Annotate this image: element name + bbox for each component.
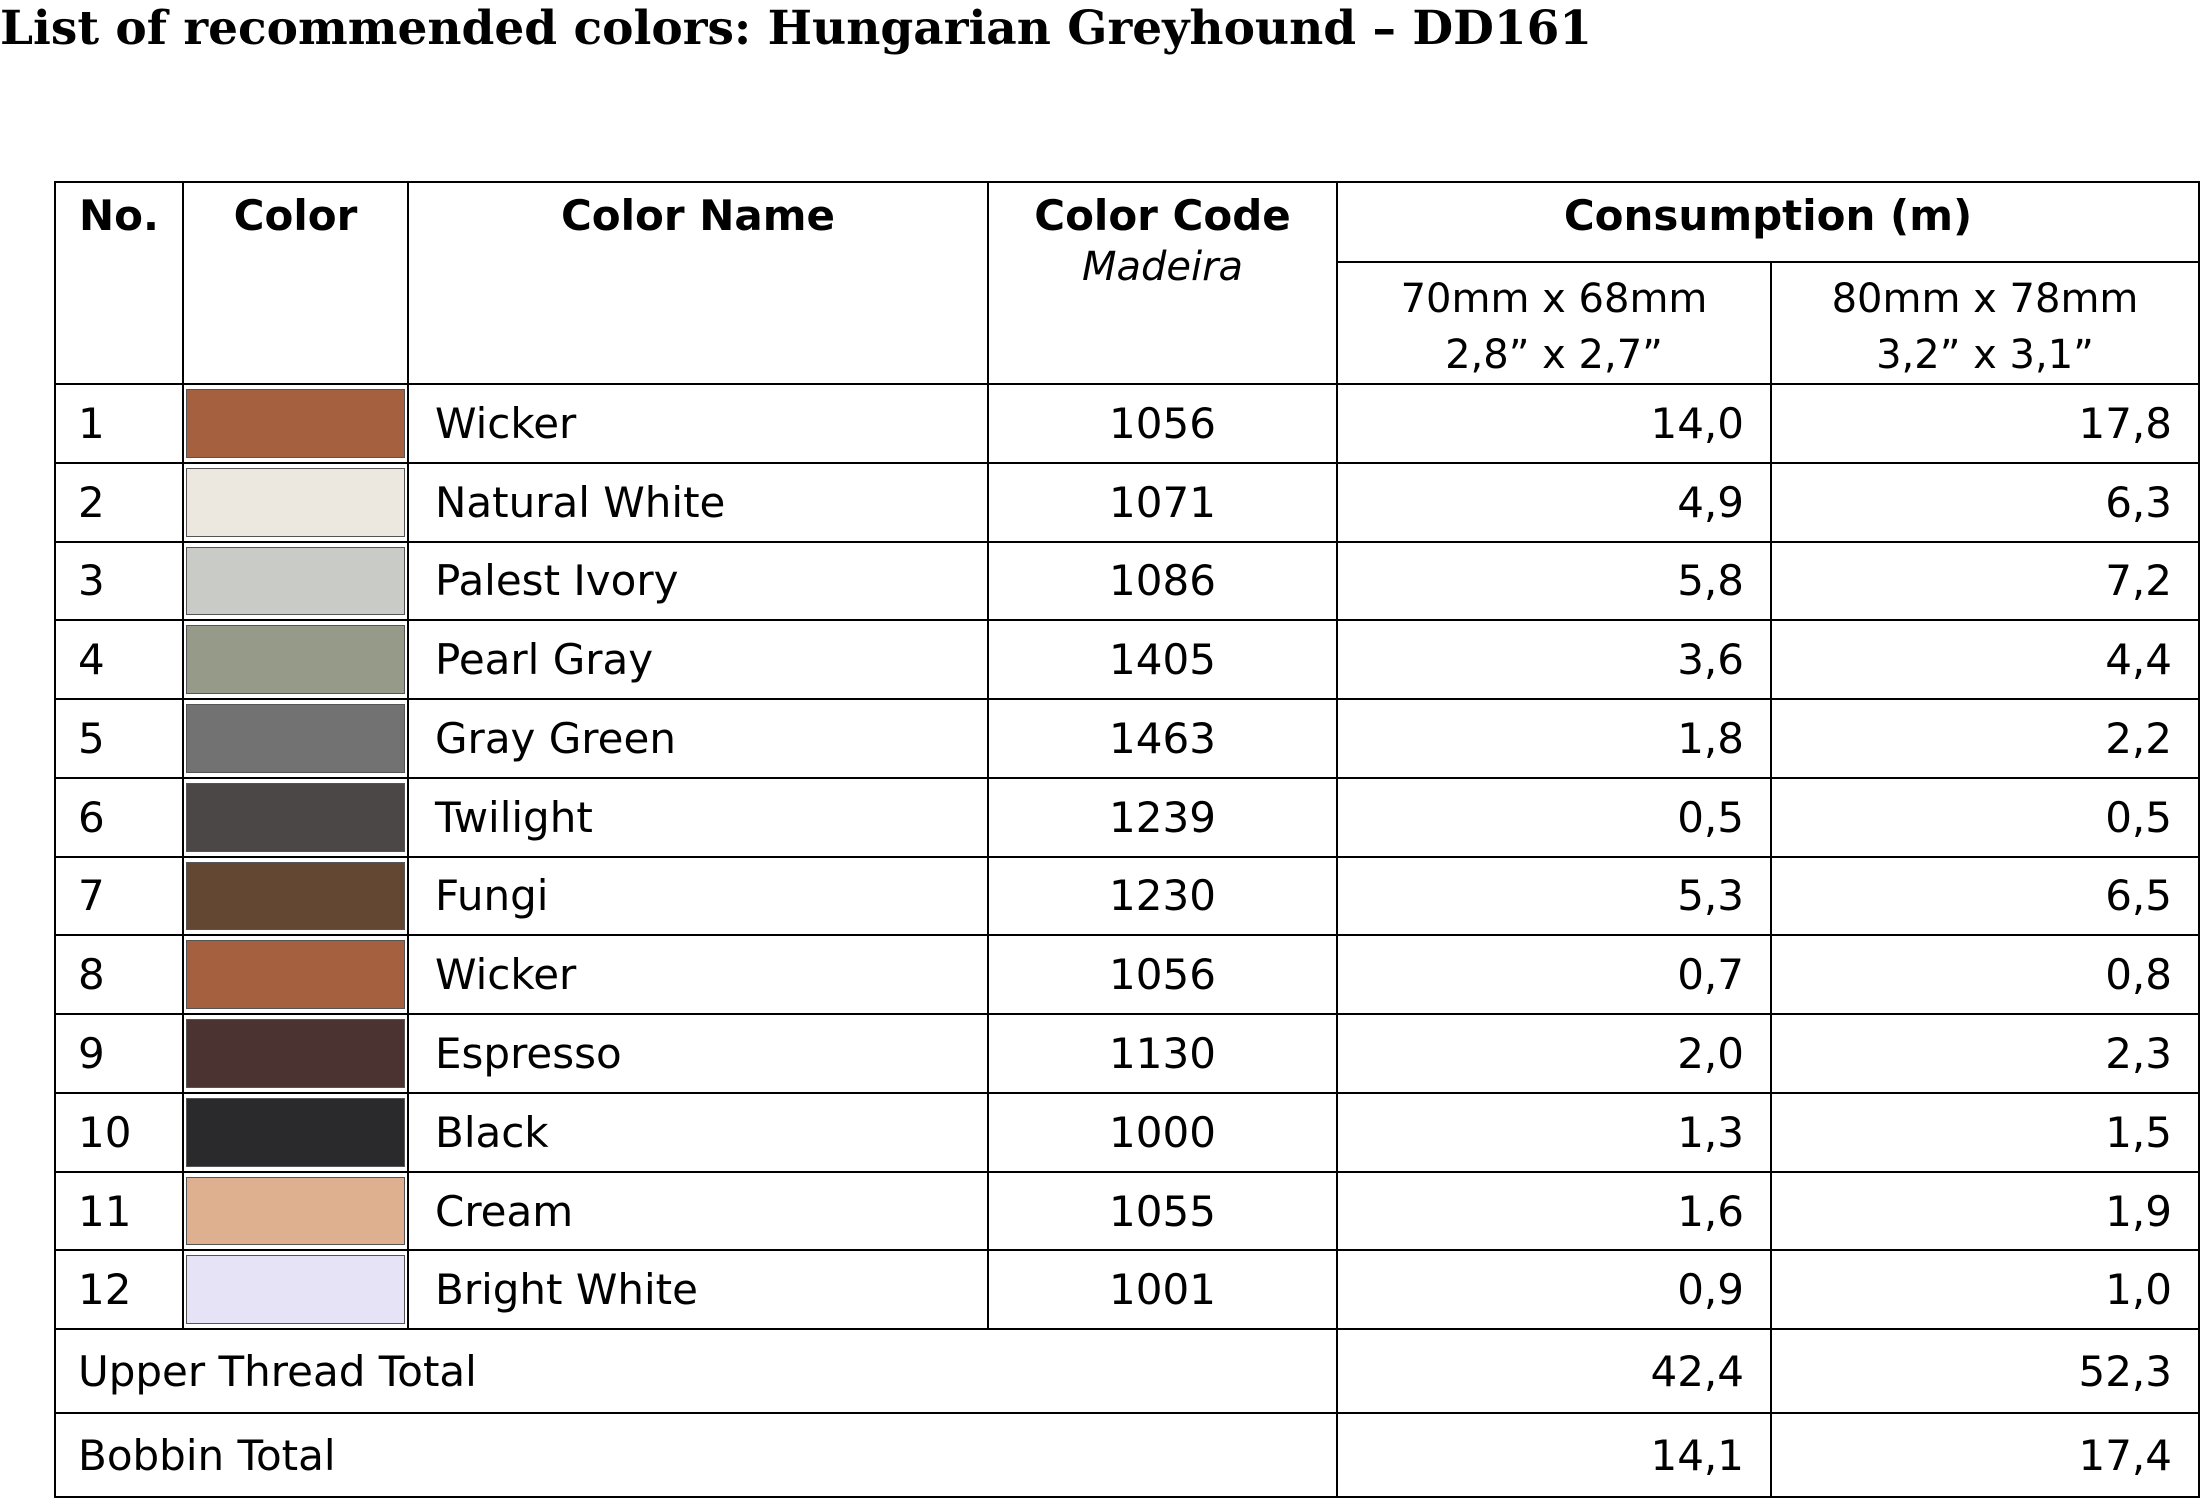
row-number: 3	[55, 542, 183, 621]
color-code: 1130	[988, 1014, 1337, 1093]
color-name: Fungi	[408, 857, 988, 936]
consumption-size-1: 0,7	[1337, 935, 1771, 1014]
total-size-1: 14,1	[1337, 1413, 1771, 1497]
consumption-size-2: 4,4	[1771, 620, 2199, 699]
color-swatch	[186, 1177, 405, 1246]
consumption-size-2: 17,8	[1771, 384, 2199, 463]
header-color-code-label: Color Code	[1034, 191, 1291, 240]
row-number: 6	[55, 778, 183, 857]
color-code: 1071	[988, 463, 1337, 542]
consumption-size-2: 7,2	[1771, 542, 2199, 621]
header-size-2	[1771, 262, 2199, 384]
page-title: List of recommended colors: Hungarian Greyhound – DD161	[0, 1, 1592, 56]
row-number: 4	[55, 620, 183, 699]
color-swatch-cell	[183, 1014, 408, 1093]
table-row	[55, 699, 2199, 778]
color-code: 1056	[988, 935, 1337, 1014]
header-color: Color	[183, 182, 408, 384]
color-name: Twilight	[408, 778, 988, 857]
row-number: 2	[55, 463, 183, 542]
total-label: Bobbin Total	[55, 1413, 1337, 1497]
color-swatch-cell	[183, 699, 408, 778]
consumption-size-1: 0,9	[1337, 1250, 1771, 1329]
color-code: 1000	[988, 1093, 1337, 1172]
consumption-size-2: 6,3	[1771, 463, 2199, 542]
consumption-size-2: 2,2	[1771, 699, 2199, 778]
consumption-size-1: 2,0	[1337, 1014, 1771, 1093]
color-swatch	[186, 940, 405, 1009]
table-row	[55, 542, 2199, 621]
table-row	[55, 1093, 2199, 1172]
header-size-2-inch: 3,2” x 3,1”	[1876, 332, 2094, 378]
consumption-size-2: 2,3	[1771, 1014, 2199, 1093]
total-row	[55, 1329, 2199, 1413]
row-number: 12	[55, 1250, 183, 1329]
row-number: 10	[55, 1093, 183, 1172]
color-swatch	[186, 862, 405, 931]
consumption-size-1: 4,9	[1337, 463, 1771, 542]
header-size-1-inch: 2,8” x 2,7”	[1445, 332, 1663, 378]
header-color-code	[988, 182, 1337, 384]
color-code: 1001	[988, 1250, 1337, 1329]
header-consumption: Consumption (m)	[1337, 182, 2199, 262]
color-name: Wicker	[408, 935, 988, 1014]
header-size-1-metric: 70mm x 68mm	[1400, 276, 1708, 322]
table-row	[55, 1014, 2199, 1093]
row-number: 8	[55, 935, 183, 1014]
color-code: 1056	[988, 384, 1337, 463]
header-size-2-metric: 80mm x 78mm	[1831, 276, 2139, 322]
row-number: 1	[55, 384, 183, 463]
consumption-size-2: 1,5	[1771, 1093, 2199, 1172]
color-swatch	[186, 547, 405, 616]
consumption-size-1: 1,8	[1337, 699, 1771, 778]
color-swatch	[186, 468, 405, 537]
table-row	[55, 778, 2199, 857]
header-size-1	[1337, 262, 1771, 384]
color-name: Palest Ivory	[408, 542, 988, 621]
total-row	[55, 1413, 2199, 1497]
row-number: 11	[55, 1172, 183, 1251]
color-name: Wicker	[408, 384, 988, 463]
color-name: Bright White	[408, 1250, 988, 1329]
table-row	[55, 1250, 2199, 1329]
colors-table	[54, 181, 2200, 1498]
color-swatch-cell	[183, 857, 408, 936]
color-code: 1230	[988, 857, 1337, 936]
color-swatch	[186, 1019, 405, 1088]
consumption-size-1: 1,6	[1337, 1172, 1771, 1251]
table-row	[55, 857, 2199, 936]
consumption-size-2: 6,5	[1771, 857, 2199, 936]
color-code: 1239	[988, 778, 1337, 857]
header-color-name: Color Name	[408, 182, 988, 384]
color-swatch-cell	[183, 778, 408, 857]
total-size-1: 42,4	[1337, 1329, 1771, 1413]
total-size-2: 17,4	[1771, 1413, 2199, 1497]
color-name: Cream	[408, 1172, 988, 1251]
consumption-size-1: 5,8	[1337, 542, 1771, 621]
consumption-size-1: 1,3	[1337, 1093, 1771, 1172]
header-no: No.	[55, 182, 183, 384]
total-label: Upper Thread Total	[55, 1329, 1337, 1413]
table-row	[55, 1172, 2199, 1251]
consumption-size-1: 3,6	[1337, 620, 1771, 699]
color-swatch	[186, 389, 405, 458]
table-row	[55, 463, 2199, 542]
table-row	[55, 384, 2199, 463]
color-code: 1405	[988, 620, 1337, 699]
color-swatch-cell	[183, 1093, 408, 1172]
color-swatch-cell	[183, 463, 408, 542]
consumption-size-1: 0,5	[1337, 778, 1771, 857]
color-swatch	[186, 783, 405, 852]
color-code: 1086	[988, 542, 1337, 621]
color-swatch-cell	[183, 935, 408, 1014]
color-swatch-cell	[183, 542, 408, 621]
color-name: Black	[408, 1093, 988, 1172]
row-number: 7	[55, 857, 183, 936]
consumption-size-2: 1,0	[1771, 1250, 2199, 1329]
table-row	[55, 620, 2199, 699]
color-swatch-cell	[183, 620, 408, 699]
table-row	[55, 935, 2199, 1014]
consumption-size-2: 0,5	[1771, 778, 2199, 857]
color-swatch	[186, 625, 405, 694]
total-size-2: 52,3	[1771, 1329, 2199, 1413]
color-code: 1055	[988, 1172, 1337, 1251]
color-name: Espresso	[408, 1014, 988, 1093]
color-swatch	[186, 1098, 405, 1167]
row-number: 9	[55, 1014, 183, 1093]
color-swatch-cell	[183, 384, 408, 463]
row-number: 5	[55, 699, 183, 778]
color-swatch	[186, 704, 405, 773]
color-name: Gray Green	[408, 699, 988, 778]
consumption-size-1: 5,3	[1337, 857, 1771, 936]
consumption-size-2: 1,9	[1771, 1172, 2199, 1251]
color-swatch-cell	[183, 1172, 408, 1251]
color-name: Natural White	[408, 463, 988, 542]
color-code: 1463	[988, 699, 1337, 778]
header-color-code-madeira: Madeira	[1081, 244, 1244, 290]
consumption-size-1: 14,0	[1337, 384, 1771, 463]
color-swatch-cell	[183, 1250, 408, 1329]
color-swatch	[186, 1255, 405, 1324]
color-name: Pearl Gray	[408, 620, 988, 699]
consumption-size-2: 0,8	[1771, 935, 2199, 1014]
